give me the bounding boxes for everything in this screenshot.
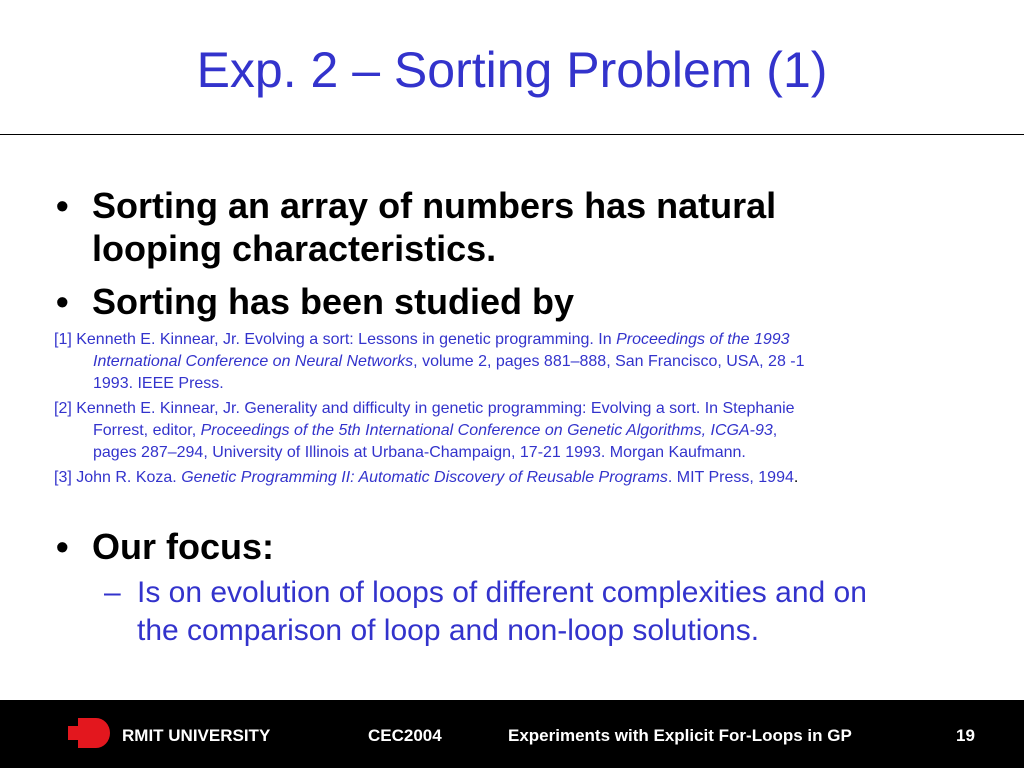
ref-text: [1] Kenneth E. Kinnear, Jr. Evolving a sort: Lessons in genetic programming. In [54,331,617,348]
sub-bullet-marker: – [104,576,121,609]
slide-title: Exp. 2 – Sorting Problem (1) [196,42,828,98]
bullet-text: Sorting an array of numbers has natural [92,185,777,226]
bullet-text: Our focus: [92,526,275,567]
bullet-marker: • [56,281,69,322]
reference-2 [54,398,984,464]
bullet-text: looping characteristics. [92,228,497,269]
reference-line [54,420,984,442]
ref-text: . MIT Press, 1994 [667,469,794,486]
footer-page-number: 19 [956,726,975,745]
title-divider [0,134,1024,135]
reference-line [54,329,984,351]
reference-line [54,351,984,373]
sub-bullet-text: the comparison of loop and non-loop solutions. [137,614,760,647]
reference-line: 1993. IEEE Press. [93,375,224,392]
footer-conference: CEC2004 [368,726,442,745]
ref-text: Forrest, editor, [93,422,201,439]
reference-line [54,467,984,489]
ref-italic: International Conference on Neural Networks [93,353,414,370]
ref-text: [3] John R. Koza. [54,469,182,486]
rmit-logo-icon [66,716,110,750]
reference-1 [54,329,984,395]
bullet-marker: • [56,185,69,226]
slide-footer [0,700,1024,768]
bullet-text: Sorting has been studied by [92,281,575,322]
sub-bullet-text: Is on evolution of loops of different complexities and on [137,576,867,609]
reference-line: [2] Kenneth E. Kinnear, Jr. Generality and difficulty in genetic programming: Evolving a sort. In Stephanie [54,400,795,417]
ref-italic: Proceedings of the 5th International Conference on Genetic Algorithms, ICGA-93 [200,422,773,439]
ref-text: , volume 2, pages 881–888, San Francisco, USA, 28 -1 [413,353,805,370]
ref-italic: Genetic Programming II: Automatic Discovery of Reusable Programs [181,469,668,486]
footer-talk-title: Experiments with Explicit For-Loops in GP [508,726,852,745]
ref-text: , [772,422,778,439]
footer-university: RMIT UNIVERSITY [122,726,271,745]
reference-line: pages 287–294, University of Illinois at Urbana-Champaign, 17-21 1993. Morgan Kaufmann. [93,444,746,461]
ref-text: . [793,469,799,486]
reference-3 [54,467,984,489]
bullet-marker: • [56,526,69,567]
ref-italic: Proceedings of the 1993 [616,331,790,348]
